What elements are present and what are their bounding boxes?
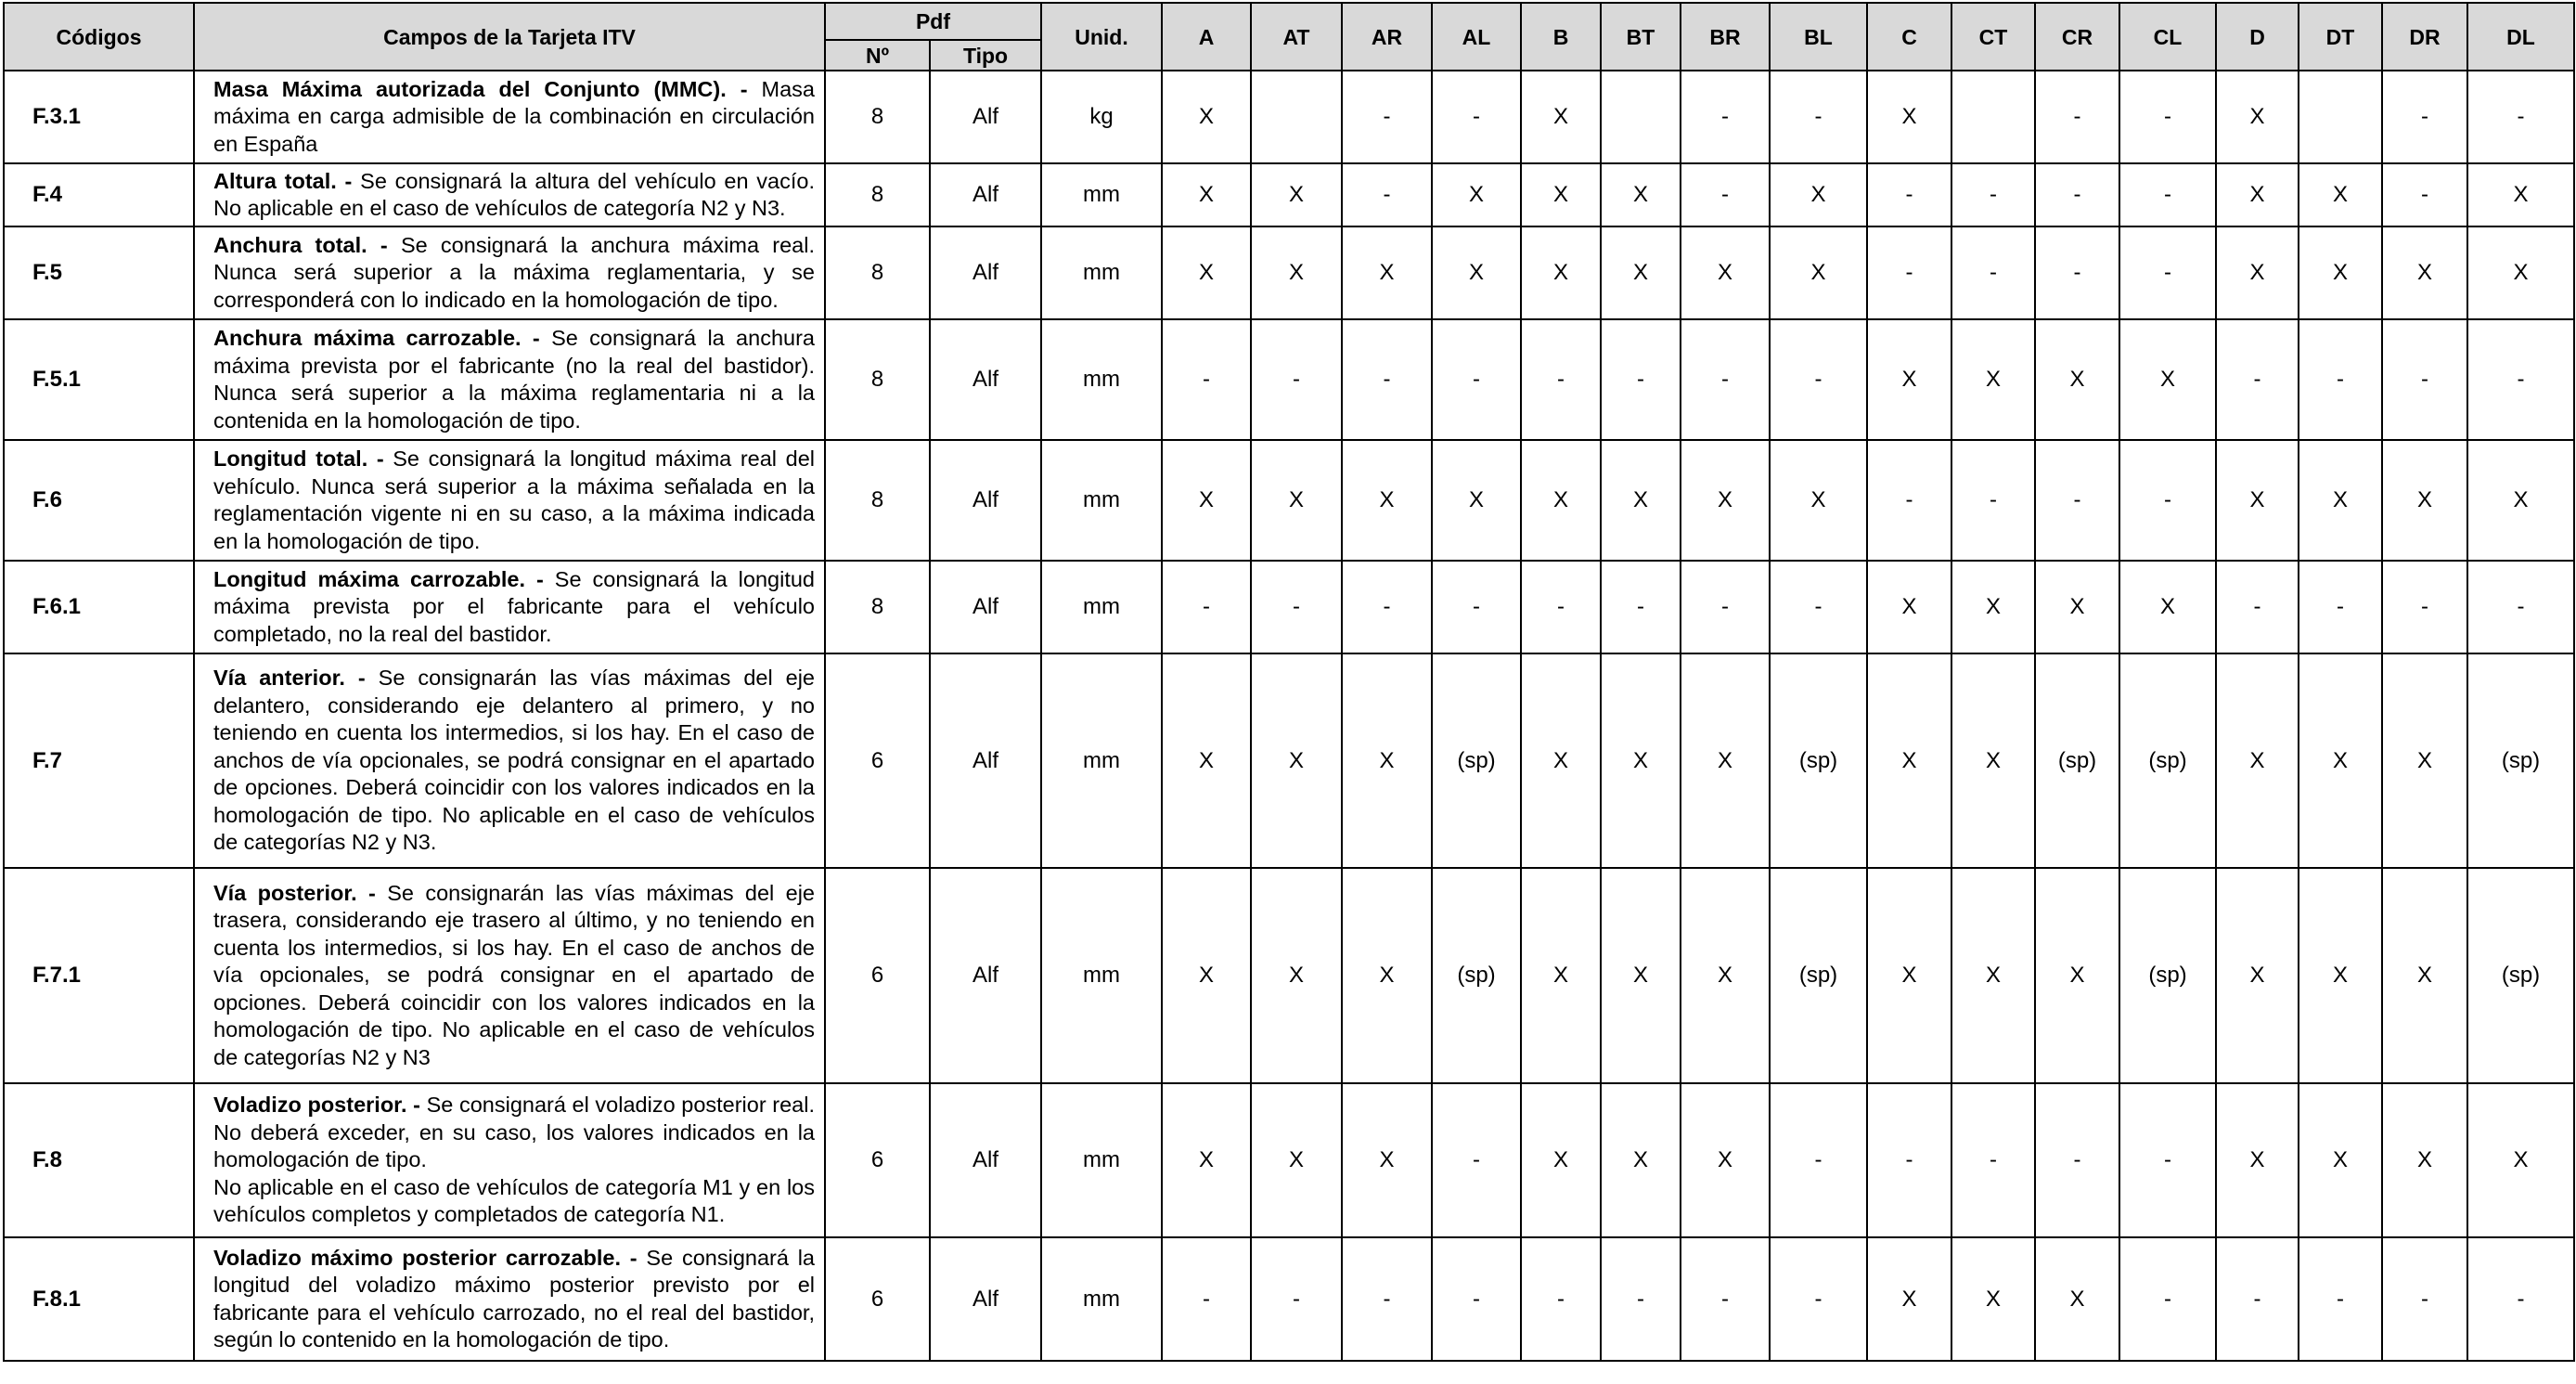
cell-dr: -: [2382, 163, 2467, 226]
cell-cl: -: [2119, 440, 2216, 561]
field-text: Se consignará la longitud máxima real del vehículo. Nunca será superior a la máxima señalada en la reglamentación vigente ni en su caso, a la máxima indicada en la homologación de tipo.: [213, 446, 815, 553]
table-row: [4, 440, 2574, 561]
header-cat-cl: CL: [2119, 3, 2216, 71]
cell-ar: X: [1342, 1083, 1432, 1237]
pdf-type: Alf: [930, 226, 1041, 319]
table-row: [4, 226, 2574, 319]
field-text: Masa máxima en carga admisible de la combinación en circulación en España: [213, 76, 816, 156]
cell-al: -: [1432, 319, 1521, 440]
cell-ar: X: [1342, 440, 1432, 561]
cell-at: -: [1251, 319, 1342, 440]
cell-at: X: [1251, 1083, 1342, 1237]
cell-cl: -: [2119, 71, 2216, 163]
cell-c: X: [1867, 1237, 1951, 1361]
cell-bl: -: [1770, 71, 1867, 163]
table-row: [4, 653, 2574, 868]
field-code: F.8.1: [4, 1237, 194, 1361]
description-main: [213, 1092, 815, 1174]
cell-dr: -: [2382, 1237, 2467, 1361]
cell-al: X: [1432, 440, 1521, 561]
header-pdf-no: Nº: [825, 40, 930, 71]
cell-ar: X: [1342, 226, 1432, 319]
cell-d: -: [2216, 1237, 2299, 1361]
table-row: [4, 1083, 2574, 1237]
cell-al: X: [1432, 226, 1521, 319]
cell-al: X: [1432, 163, 1521, 226]
field-description: [194, 440, 825, 561]
cell-cl: -: [2119, 1083, 2216, 1237]
cell-c: X: [1867, 319, 1951, 440]
description-main: [213, 325, 815, 434]
cell-d: X: [2216, 226, 2299, 319]
field-code: F.3.1: [4, 71, 194, 163]
cell-dr: X: [2382, 226, 2467, 319]
cell-dt: X: [2299, 226, 2382, 319]
field-text: Se consignará la anchura máxima real. Nunca será superior a la máxima reglamentaria, y se corresponderá con lo indicado en la homologación de tipo.: [213, 232, 815, 312]
cell-dl: -: [2467, 319, 2574, 440]
unit: mm: [1041, 868, 1162, 1083]
description-main: [213, 665, 815, 857]
cell-br: X: [1681, 653, 1770, 868]
itv-table-sheet: [3, 2, 2575, 1362]
header-cat-d: D: [2216, 3, 2299, 71]
cell-cr: X: [2035, 319, 2119, 440]
pdf-type: Alf: [930, 71, 1041, 163]
cell-b: X: [1521, 71, 1601, 163]
cell-dl: -: [2467, 561, 2574, 653]
cell-b: -: [1521, 319, 1601, 440]
cell-b: -: [1521, 561, 1601, 653]
field-text: Se consignará la longitud máxima prevista por el fabricante para el vehículo completado, no la real del bastidor.: [213, 566, 816, 646]
cell-br: -: [1681, 561, 1770, 653]
description-main: [213, 232, 815, 315]
cell-cr: (sp): [2035, 653, 2119, 868]
cell-dt: -: [2299, 319, 2382, 440]
table-row: [4, 319, 2574, 440]
pdf-number: 6: [825, 1237, 930, 1361]
cell-c: X: [1867, 561, 1951, 653]
cell-ar: -: [1342, 319, 1432, 440]
cell-dt: -: [2299, 561, 2382, 653]
cell-at: -: [1251, 561, 1342, 653]
cell-bl: -: [1770, 1083, 1867, 1237]
cell-a: -: [1162, 319, 1251, 440]
cell-al: -: [1432, 71, 1521, 163]
cell-br: X: [1681, 440, 1770, 561]
pdf-type: Alf: [930, 1237, 1041, 1361]
unit: mm: [1041, 226, 1162, 319]
cell-br: -: [1681, 163, 1770, 226]
cell-al: (sp): [1432, 868, 1521, 1083]
table-row: [4, 71, 2574, 163]
pdf-number: 8: [825, 561, 930, 653]
cell-ct: [1951, 71, 2035, 163]
cell-dt: X: [2299, 653, 2382, 868]
field-description: [194, 226, 825, 319]
unit: mm: [1041, 1083, 1162, 1237]
cell-dr: -: [2382, 561, 2467, 653]
cell-bt: X: [1601, 440, 1681, 561]
field-title: Anchura total. -: [213, 232, 388, 257]
cell-cr: -: [2035, 71, 2119, 163]
cell-dr: -: [2382, 71, 2467, 163]
cell-ct: -: [1951, 1083, 2035, 1237]
cell-cl: -: [2119, 226, 2216, 319]
cell-al: -: [1432, 1083, 1521, 1237]
cell-a: -: [1162, 561, 1251, 653]
cell-bl: (sp): [1770, 653, 1867, 868]
cell-ct: X: [1951, 561, 2035, 653]
cell-cl: X: [2119, 319, 2216, 440]
cell-b: X: [1521, 226, 1601, 319]
cell-c: X: [1867, 71, 1951, 163]
cell-dt: X: [2299, 163, 2382, 226]
pdf-number: 6: [825, 868, 930, 1083]
cell-cr: -: [2035, 163, 2119, 226]
header-pdf-tipo: Tipo: [930, 40, 1041, 71]
cell-d: X: [2216, 71, 2299, 163]
cell-cr: -: [2035, 226, 2119, 319]
cell-dl: -: [2467, 1237, 2574, 1361]
cell-bt: X: [1601, 163, 1681, 226]
cell-bt: [1601, 71, 1681, 163]
cell-dr: X: [2382, 440, 2467, 561]
header-row-top: [4, 3, 2574, 40]
cell-a: X: [1162, 71, 1251, 163]
pdf-number: 8: [825, 71, 930, 163]
cell-bt: -: [1601, 561, 1681, 653]
cell-ar: -: [1342, 163, 1432, 226]
cell-a: X: [1162, 440, 1251, 561]
cell-bt: X: [1601, 1083, 1681, 1237]
field-description: [194, 653, 825, 868]
description-main: [213, 880, 815, 1072]
cell-b: X: [1521, 1083, 1601, 1237]
pdf-type: Alf: [930, 440, 1041, 561]
cell-ct: X: [1951, 319, 2035, 440]
cell-at: X: [1251, 226, 1342, 319]
description-main: [213, 1245, 815, 1354]
cell-cr: X: [2035, 561, 2119, 653]
cell-dt: X: [2299, 440, 2382, 561]
cell-bl: X: [1770, 440, 1867, 561]
cell-cl: (sp): [2119, 653, 2216, 868]
pdf-type: Alf: [930, 653, 1041, 868]
cell-br: X: [1681, 226, 1770, 319]
header-cat-b: B: [1521, 3, 1601, 71]
cell-b: X: [1521, 440, 1601, 561]
header-cat-cr: CR: [2035, 3, 2119, 71]
cell-d: -: [2216, 319, 2299, 440]
field-description: [194, 1237, 825, 1361]
cell-a: -: [1162, 1237, 1251, 1361]
description-main: [213, 168, 815, 223]
field-text: Se consignarán las vías máximas del eje delantero, considerando eje delantero al primero, y no teniendo en cuenta los intermedios, si los hay. En el caso de anchos de vía opcionales, se podrá consignar en el apartado de opciones. Deberá coincidir con los valores indicados en la homologación de tipo. No aplicable en el caso de vehículos de categorías N2 y N3.: [213, 666, 815, 855]
table-row: [4, 868, 2574, 1083]
cell-cl: (sp): [2119, 868, 2216, 1083]
cell-d: X: [2216, 1083, 2299, 1237]
pdf-number: 8: [825, 226, 930, 319]
field-description: [194, 71, 825, 163]
header-campos: Campos de la Tarjeta ITV: [194, 3, 825, 71]
cell-ar: -: [1342, 71, 1432, 163]
cell-ct: X: [1951, 1237, 2035, 1361]
cell-at: X: [1251, 868, 1342, 1083]
table-row: [4, 1237, 2574, 1361]
cell-cr: X: [2035, 868, 2119, 1083]
cell-dl: (sp): [2467, 868, 2574, 1083]
cell-al: -: [1432, 1237, 1521, 1361]
description-main: [213, 76, 815, 159]
table-row: [4, 163, 2574, 226]
field-title: Vía anterior. -: [213, 666, 366, 691]
cell-bt: -: [1601, 1237, 1681, 1361]
cell-dl: (sp): [2467, 653, 2574, 868]
cell-br: -: [1681, 71, 1770, 163]
cell-a: X: [1162, 226, 1251, 319]
unit: mm: [1041, 561, 1162, 653]
cell-cr: X: [2035, 1237, 2119, 1361]
cell-dt: X: [2299, 1083, 2382, 1237]
cell-bl: -: [1770, 1237, 1867, 1361]
cell-cl: -: [2119, 1237, 2216, 1361]
cell-ar: X: [1342, 653, 1432, 868]
field-text: Se consignarán las vías máximas del eje trasera, considerando eje trasero al último, y no teniendo en cuenta los intermedios, si los hay. En el caso de anchos de vía opcionales, se podrá consignar en el apartado de opciones. Deberá coincidir con los valores indicados en la homologación de tipo. No aplicable en el caso de vehículos de categorías N2 y N3: [213, 880, 815, 1069]
cell-bt: X: [1601, 653, 1681, 868]
cell-d: X: [2216, 653, 2299, 868]
cell-bl: -: [1770, 561, 1867, 653]
cell-bl: X: [1770, 163, 1867, 226]
cell-ar: -: [1342, 1237, 1432, 1361]
pdf-type: Alf: [930, 319, 1041, 440]
field-code: F.6: [4, 440, 194, 561]
field-title: Longitud máxima carrozable. -: [213, 566, 544, 591]
pdf-type: Alf: [930, 1083, 1041, 1237]
cell-d: X: [2216, 440, 2299, 561]
field-title: Altura total. -: [213, 168, 353, 193]
header-cat-a: A: [1162, 3, 1251, 71]
cell-ct: X: [1951, 868, 2035, 1083]
cell-at: -: [1251, 1237, 1342, 1361]
cell-ct: -: [1951, 163, 2035, 226]
unit: mm: [1041, 319, 1162, 440]
cell-at: X: [1251, 440, 1342, 561]
field-text: Se consignará la anchura máxima prevista por el fabricante (no la real del bastidor). Nunca será superior a la máxima reglamentaria ni a la contenida en la homologación de tipo.: [213, 326, 815, 433]
field-code: F.7.1: [4, 868, 194, 1083]
header-cat-ar: AR: [1342, 3, 1432, 71]
pdf-number: 6: [825, 653, 930, 868]
cell-d: X: [2216, 868, 2299, 1083]
unit: mm: [1041, 653, 1162, 868]
cell-c: -: [1867, 1083, 1951, 1237]
cell-b: X: [1521, 163, 1601, 226]
field-code: F.7: [4, 653, 194, 868]
cell-ar: X: [1342, 868, 1432, 1083]
cell-bt: -: [1601, 319, 1681, 440]
cell-br: -: [1681, 1237, 1770, 1361]
cell-a: X: [1162, 868, 1251, 1083]
field-description: [194, 561, 825, 653]
unit: mm: [1041, 163, 1162, 226]
cell-a: X: [1162, 163, 1251, 226]
cell-ct: -: [1951, 440, 2035, 561]
unit: kg: [1041, 71, 1162, 163]
field-code: F.8: [4, 1083, 194, 1237]
cell-b: X: [1521, 653, 1601, 868]
cell-dr: X: [2382, 1083, 2467, 1237]
cell-c: X: [1867, 653, 1951, 868]
cell-dr: -: [2382, 319, 2467, 440]
cell-bl: (sp): [1770, 868, 1867, 1083]
field-description: [194, 163, 825, 226]
cell-dt: X: [2299, 868, 2382, 1083]
cell-a: X: [1162, 1083, 1251, 1237]
field-code: F.5.1: [4, 319, 194, 440]
cell-cl: X: [2119, 561, 2216, 653]
header-codigos: Códigos: [4, 3, 194, 71]
field-title: Voladizo posterior. -: [213, 1093, 420, 1118]
header-cat-bt: BT: [1601, 3, 1681, 71]
cell-c: X: [1867, 868, 1951, 1083]
table-row: [4, 561, 2574, 653]
header-cat-at: AT: [1251, 3, 1342, 71]
cell-dl: X: [2467, 163, 2574, 226]
field-title: Longitud total. -: [213, 446, 384, 471]
field-text-note: No aplicable en el caso de vehículos de categoría M1 y en los vehículos completos y completados de categoría N1.: [213, 1174, 815, 1227]
cell-c: -: [1867, 440, 1951, 561]
header-unid: Unid.: [1041, 3, 1162, 71]
field-code: F.6.1: [4, 561, 194, 653]
cell-d: -: [2216, 561, 2299, 653]
cell-d: X: [2216, 163, 2299, 226]
cell-b: -: [1521, 1237, 1601, 1361]
cell-br: X: [1681, 1083, 1770, 1237]
cell-c: -: [1867, 163, 1951, 226]
field-text: Se consignará el voladizo posterior real. No deberá exceder, en su caso, los valores indicados en la homologación de tipo.: [213, 1093, 815, 1172]
description-main: [213, 566, 815, 649]
cell-bt: X: [1601, 868, 1681, 1083]
field-title: Voladizo máximo posterior carrozable. -: [213, 1245, 638, 1270]
field-description: [194, 868, 825, 1083]
cell-at: X: [1251, 163, 1342, 226]
cell-ct: -: [1951, 226, 2035, 319]
field-description: [194, 1083, 825, 1237]
pdf-number: 8: [825, 440, 930, 561]
field-code: F.5: [4, 226, 194, 319]
cell-bl: -: [1770, 319, 1867, 440]
field-description: [194, 319, 825, 440]
header-cat-al: AL: [1432, 3, 1521, 71]
cell-c: -: [1867, 226, 1951, 319]
cell-b: X: [1521, 868, 1601, 1083]
cell-ct: X: [1951, 653, 2035, 868]
cell-al: (sp): [1432, 653, 1521, 868]
pdf-number: 8: [825, 319, 930, 440]
header-cat-br: BR: [1681, 3, 1770, 71]
header-cat-c: C: [1867, 3, 1951, 71]
unit: mm: [1041, 1237, 1162, 1361]
cell-cr: -: [2035, 440, 2119, 561]
cell-cr: -: [2035, 1083, 2119, 1237]
field-text: Se consignará la longitud del voladizo máximo posterior previsto por el fabricante para el vehículo carrozado, no el real del bastidor, según lo contenido en la homologación de tipo.: [213, 1245, 816, 1352]
cell-cl: -: [2119, 163, 2216, 226]
cell-ar: -: [1342, 561, 1432, 653]
field-title: Anchura máxima carrozable. -: [213, 326, 552, 350]
cell-dl: X: [2467, 226, 2574, 319]
cell-a: X: [1162, 653, 1251, 868]
header-cat-bl: BL: [1770, 3, 1867, 71]
header-cat-dt: DT: [2299, 3, 2382, 71]
field-title: Masa Máxima autorizada del Conjunto (MMC). -: [213, 76, 748, 101]
pdf-type: Alf: [930, 561, 1041, 653]
pdf-number: 6: [825, 1083, 930, 1237]
cell-at: [1251, 71, 1342, 163]
unit: mm: [1041, 440, 1162, 561]
cell-br: -: [1681, 319, 1770, 440]
cell-dt: [2299, 71, 2382, 163]
cell-bl: X: [1770, 226, 1867, 319]
cell-dr: X: [2382, 653, 2467, 868]
cell-dr: X: [2382, 868, 2467, 1083]
pdf-number: 8: [825, 163, 930, 226]
itv-fields-table: [3, 2, 2575, 1362]
cell-al: -: [1432, 561, 1521, 653]
cell-at: X: [1251, 653, 1342, 868]
cell-br: X: [1681, 868, 1770, 1083]
cell-dl: X: [2467, 440, 2574, 561]
header-pdf: Pdf: [825, 3, 1041, 40]
pdf-type: Alf: [930, 868, 1041, 1083]
pdf-type: Alf: [930, 163, 1041, 226]
field-title: Vía posterior. -: [213, 880, 376, 905]
cell-dl: X: [2467, 1083, 2574, 1237]
cell-bt: X: [1601, 226, 1681, 319]
cell-dl: -: [2467, 71, 2574, 163]
field-code: F.4: [4, 163, 194, 226]
cell-dt: -: [2299, 1237, 2382, 1361]
header-cat-dr: DR: [2382, 3, 2467, 71]
header-cat-dl: DL: [2467, 3, 2574, 71]
field-text: Se consignará la altura del vehículo en vacío. No aplicable en el caso de vehículos de categoría N2 y N3.: [213, 168, 815, 220]
description-main: [213, 446, 815, 555]
header-cat-ct: CT: [1951, 3, 2035, 71]
